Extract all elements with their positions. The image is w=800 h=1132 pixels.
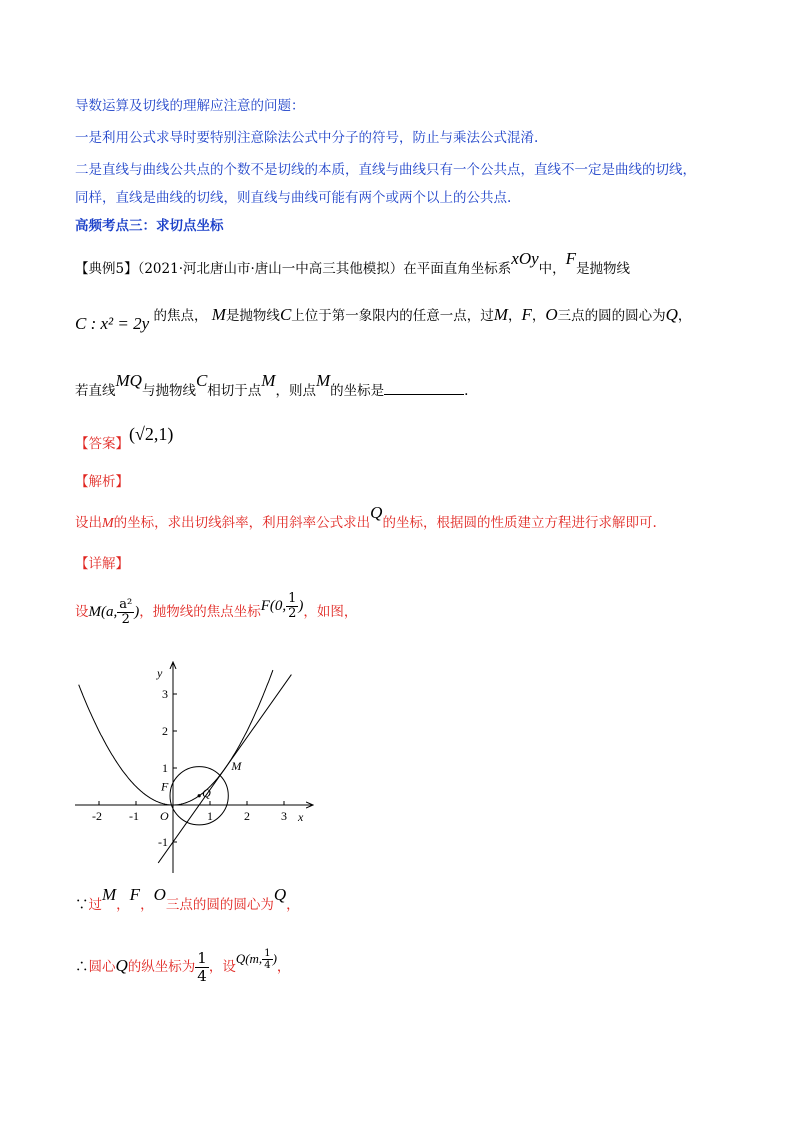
x-axis-label: x — [298, 810, 304, 824]
note-heading: 导数运算及切线的理解应注意的问题： — [75, 98, 305, 114]
therefore-line: ∴圆心Q的纵坐标为 $\frac{1}{4}$ ，设Q(m, $\frac{1}{4}$ )， — [75, 948, 291, 985]
answer-value: (√2,1) — [129, 424, 174, 444]
x-tick-label: 2 — [244, 809, 250, 823]
x-tick-label: 1 — [207, 809, 213, 823]
y-tick-label: -1 — [158, 835, 168, 849]
parabola-curve — [79, 670, 273, 805]
because-line: ∵过M，F，O三点的圆的圆心为Q， — [75, 885, 300, 913]
analysis-text: 设出M的坐标，求出切线斜率，利用斜率公式求出Q的坐标，根据圆的性质建立方程进行求解即可. — [75, 503, 657, 531]
tangent-line — [158, 675, 291, 863]
answer-line — [75, 424, 174, 454]
problem-tag: 【典例5】 — [75, 261, 138, 277]
coord-system: xOy — [511, 249, 539, 268]
note-point-2a: 二是直线与曲线公共点的个数不是切线的本质，直线与曲线只有一个公共点，直线不一定是曲线的切线， — [75, 162, 696, 178]
problem-line-2: C : x² = 2y 的焦点， M是抛物线C上位于第一象限内的任意一点，过M，F，O三点的圆的圆心为Q， — [75, 305, 692, 333]
y-axis-label: y — [157, 666, 163, 680]
analysis-label: 【解析】 — [75, 474, 129, 490]
parabola-figure — [70, 655, 330, 875]
x-tick-label: -1 — [129, 809, 139, 823]
detail-line-1: 设M(a, $\frac{\text{a²}}{2}$ )，抛物线的焦点坐标F(0, $\frac{1}{2}$ )，如图， — [75, 591, 358, 627]
problem-line-3: 若直线MQ与抛物线C相切于点M，则点M的坐标是 . — [75, 371, 469, 399]
y-tick-label: 3 — [162, 687, 168, 701]
origin-label: O — [160, 809, 169, 823]
parabola-equation: C : x² = 2y — [75, 314, 150, 333]
problem-line-1: 【典例5】（2021·河北唐山市·唐山一中高三其他模拟）在平面直角坐标系xOy中，F是抛物线 — [75, 249, 631, 277]
point-f-label: F — [161, 779, 169, 794]
detail-label: 【详解】 — [75, 556, 129, 572]
note-point-2b: 同样，直线是曲线的切线，则直线与曲线可能有两个或两个以上的公共点. — [75, 190, 512, 206]
note-point-1: 一是利用公式求导时要特别注意除法公式中分子的符号，防止与乘法公式混淆. — [75, 130, 539, 146]
y-tick-label: 1 — [162, 761, 168, 775]
center-point — [198, 794, 201, 797]
answer-label: 【答案】 — [75, 436, 129, 452]
x-tick-label: -2 — [92, 809, 102, 823]
section-title: 高频考点三：求切点坐标 — [75, 218, 224, 234]
point-q-label: Q — [202, 785, 211, 800]
point-m-label: M — [231, 759, 242, 773]
x-tick-label: 3 — [281, 809, 287, 823]
y-tick-label: 2 — [162, 724, 168, 738]
answer-blank — [384, 382, 464, 395]
